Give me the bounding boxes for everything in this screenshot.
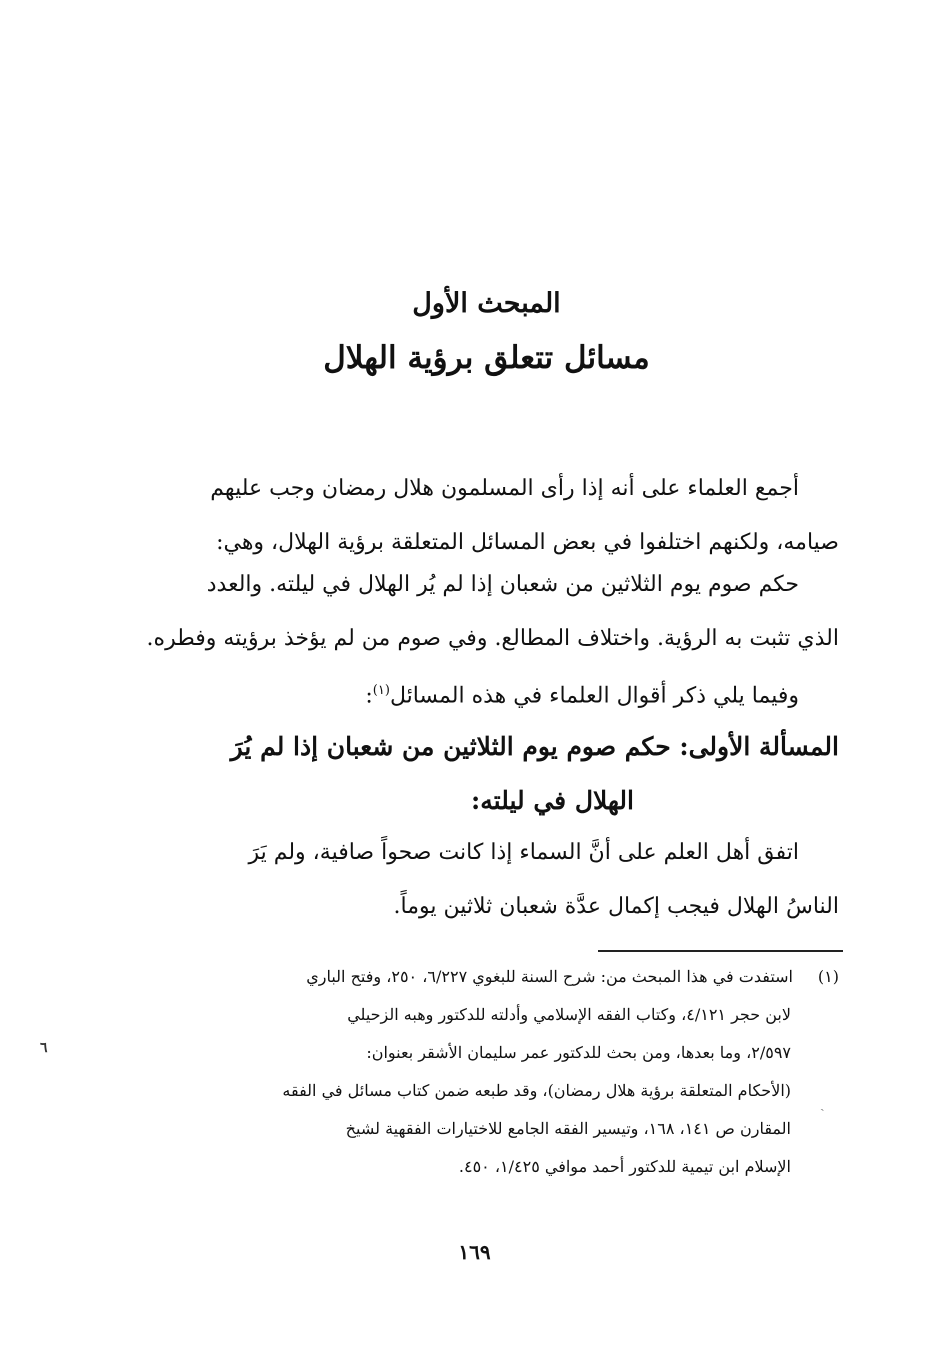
paragraph-transition (104, 664, 839, 718)
margin-mark: ˏ (820, 1096, 825, 1112)
paragraph-line: حكم صوم يوم الثلاثين من شعبان إذا لم يُر الهلال في ليلته. والعدد (206, 572, 799, 597)
paragraph-line: اتفق أهل العلم على أنَّ السماء إذا كانت صحواً صافية، ولم يَرَ (248, 840, 799, 865)
footnote-number: (١) (817, 967, 839, 986)
paragraph-consensus (104, 826, 839, 934)
footnote-line: الإسلام ابن تيمية للدكتور أحمد موافي ١/٤٢٥، ٤٥٠. (458, 1157, 791, 1176)
paragraph-line: صيامه، ولكنهم اختلفوا في بعض المسائل المتعلقة برؤية الهلال، وهي: (216, 530, 839, 555)
margin-mark: ٦ (40, 1040, 48, 1056)
paragraph-line: الذي تثبت به الرؤية. واختلاف المطالع. وفي صوم من لم يؤخذ برؤيته وفطره. (146, 626, 839, 651)
footnote-line: لابن حجر ٤/١٢١، وكتاب الفقه الإسلامي وأدلته للدكتور وهبه الزحيلي (347, 1005, 791, 1024)
paragraph-line: الناسُ الهلال فيجب إكمال عدَّة شعبان ثلاثين يوماً. (393, 894, 839, 919)
paragraph-line: أجمع العلماء على أنه إذا رأى المسلمون هلال رمضان وجب عليهم (210, 476, 799, 501)
paragraph-colon: : (365, 683, 373, 709)
section-title: مسائل تتعلق برؤية الهلال (323, 340, 650, 376)
section-label: المبحث الأول (412, 288, 561, 319)
footnote-block (104, 958, 839, 1186)
footnote-line: ٢/٥٩٧، وما بعدها، ومن بحث للدكتور عمر سليمان الأشقر بعنوان: (366, 1043, 791, 1062)
paragraph-intro (104, 462, 839, 570)
footnote-line (104, 958, 839, 996)
footnote-line: المقارن ص ١٤١، ١٦٨، وتيسير الفقه الجامع للاختيارات الفقهية لشيخ (345, 1119, 791, 1138)
question-heading-line: المسألة الأولى: حكم صوم يوم الثلاثين من شعبان إذا لم يُرَ (230, 732, 839, 761)
footnote-reference[interactable]: (١) (372, 683, 390, 698)
footnote-separator (598, 950, 843, 952)
page-number: ١٦٩ (458, 1240, 491, 1264)
question-heading (104, 720, 839, 828)
paragraph-issues-list (104, 558, 839, 666)
paragraph-text: وفيما يلي ذكر أقوال العلماء في هذه المسائل (389, 683, 799, 709)
footnote-text: استفدت في هذا المبحث من: شرح السنة للبغوي ٦/٢٢٧، ٢٥٠، وفتح الباري (306, 967, 793, 986)
footnote-line: (الأحكام المتعلقة برؤية هلال رمضان)، وقد طبعه ضمن كتاب مسائل في الفقه (282, 1081, 791, 1100)
question-heading-line: الهلال في ليلته: (471, 786, 634, 815)
paragraph-line (104, 664, 839, 718)
